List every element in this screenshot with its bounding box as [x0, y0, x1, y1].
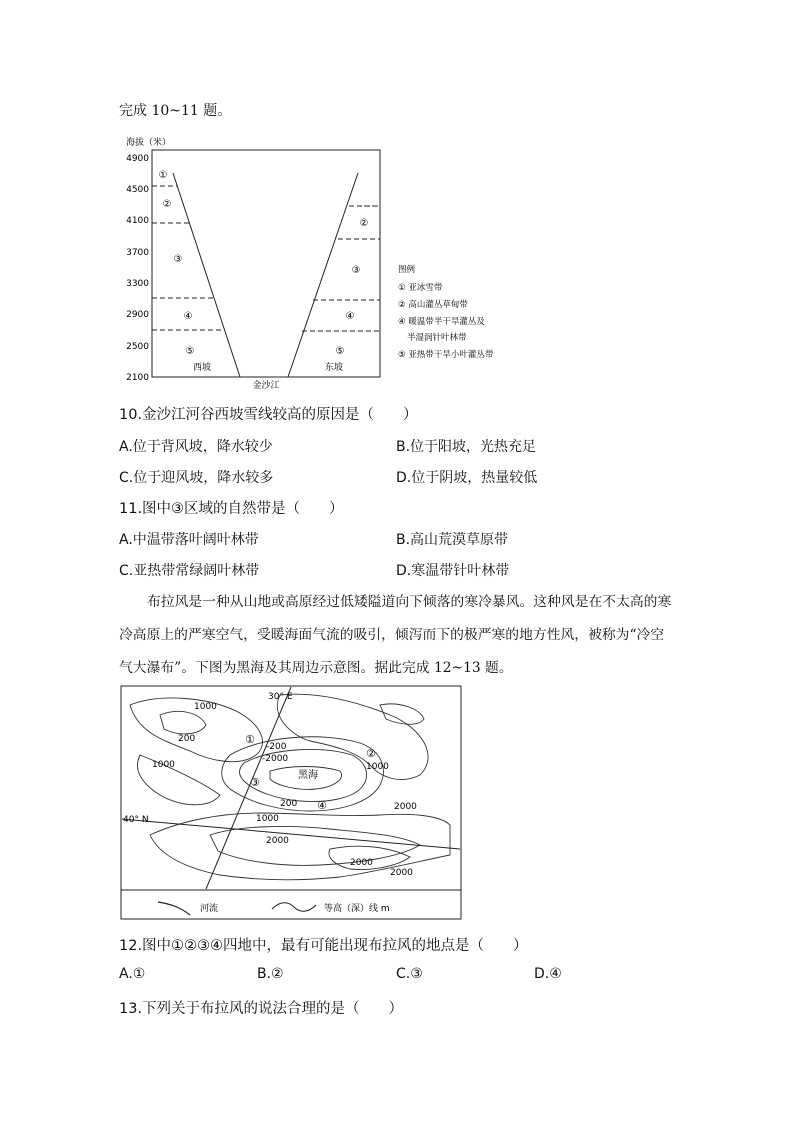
- site-2: ②: [366, 747, 376, 760]
- legend-item-2: ② 高山灌丛草甸带: [398, 300, 468, 310]
- west-slope-line: [173, 173, 240, 377]
- legend-item-4-cont: 半湿润针叶林带: [407, 333, 467, 343]
- label-40n: 40° N: [123, 815, 149, 825]
- contour-label-6: 200: [280, 799, 298, 809]
- figure1-ylabel: 海拔（米）: [126, 138, 172, 148]
- ytick-4900: 4900: [126, 154, 149, 164]
- passage-line-2: 冷高原上的严寒空气，受暖海面气流的吸引，倾泻而下的极严寒的地方性风，被称为“冷空: [119, 627, 665, 643]
- river-label: 金沙江: [252, 381, 280, 391]
- contour-label-12: 2000: [390, 868, 413, 878]
- ytick-2500: 2500: [126, 342, 149, 352]
- intro-line: 完成 10~11 题。: [119, 103, 232, 119]
- contour-label-11: 2000: [350, 858, 373, 868]
- legend-item-4: ④ 暖温带半干旱灌丛及: [398, 317, 485, 327]
- west-slope-label: 西坡: [192, 363, 212, 373]
- site-1: ①: [245, 733, 255, 746]
- q12-option-a[interactable]: A.①: [119, 966, 146, 982]
- site-3: ③: [250, 776, 260, 789]
- contour-label-9: 1000: [256, 814, 279, 824]
- q12-option-b[interactable]: B.②: [257, 966, 284, 982]
- figure1-frame: [152, 150, 380, 377]
- contour-label-3: 1000: [152, 760, 175, 770]
- q11-option-a[interactable]: A.中温带落叶阔叶林带: [119, 532, 259, 548]
- black-sea-map: [120, 685, 464, 921]
- contour-label-4: -200: [266, 742, 287, 752]
- west-zone-2: ②: [162, 199, 172, 210]
- ytick-3700: 3700: [126, 248, 149, 258]
- contour-label-7: 1000: [366, 762, 389, 772]
- q12-option-d[interactable]: D.④: [534, 966, 562, 982]
- west-zone-5: ⑤: [185, 346, 195, 357]
- east-zone-3: ③: [351, 265, 361, 276]
- q12-stem: 12.图中①②③④四地中，最有可能出现布拉风的地点是（ ）: [119, 938, 528, 954]
- legend-river: 河流: [200, 904, 219, 914]
- contour-label-8: 2000: [394, 802, 417, 812]
- q10-option-c[interactable]: C.位于迎风坡，降水较多: [119, 470, 274, 486]
- valley-zone-figure: [118, 128, 518, 393]
- contour-label-2: 200: [178, 734, 196, 744]
- label-30e: 30° E: [268, 692, 293, 702]
- q10-option-a[interactable]: A.位于背风坡，降水较少: [119, 439, 273, 455]
- legend-title: 图例: [398, 265, 416, 275]
- ytick-3300: 3300: [126, 279, 149, 289]
- east-slope-label: 东坡: [324, 363, 344, 373]
- q12-option-c[interactable]: C.③: [396, 966, 423, 982]
- q13-stem: 13.下列关于布拉风的说法合理的是（ ）: [119, 1001, 404, 1017]
- q11-option-b[interactable]: B.高山荒漠草原带: [396, 532, 509, 548]
- q10-option-d[interactable]: D.位于阴坡，热量较低: [396, 470, 538, 486]
- ytick-4500: 4500: [126, 185, 149, 195]
- passage: [119, 586, 689, 685]
- west-zone-3: ③: [173, 254, 183, 265]
- east-zone-5: ⑤: [335, 346, 345, 357]
- q11-option-d[interactable]: D.寒温带针叶林带: [396, 563, 510, 579]
- q11-option-c[interactable]: C.亚热带常绿阔叶林带: [119, 563, 260, 579]
- q11-stem: 11.图中③区域的自然带是（ ）: [119, 501, 344, 517]
- contour-label-5: -2000: [262, 754, 289, 764]
- legend-contour: 等高（深）线 m: [324, 904, 390, 914]
- passage-line-1: 布拉风是一种从山地或高原经过低矮隘道向下倾落的寒冷暴风。这种风是在不太高的寒: [147, 594, 672, 610]
- contour-label-10: 2000: [266, 836, 289, 846]
- ytick-4100: 4100: [126, 216, 149, 226]
- east-zone-2: ②: [359, 218, 369, 229]
- site-4: ④: [317, 799, 327, 812]
- legend-item-5: ⑤ 亚热带干旱小叶灌丛带: [398, 350, 494, 360]
- west-zone-4: ④: [183, 311, 193, 322]
- ytick-2100: 2100: [126, 373, 149, 383]
- passage-line-3: 气大瀑布”。下图为黑海及其周边示意图。据此完成 12~13 题。: [119, 660, 513, 676]
- q10-option-b[interactable]: B.位于阳坡，光热充足: [396, 439, 537, 455]
- legend-item-1: ① 亚冰雪带: [398, 283, 443, 293]
- west-zone-1: ①: [158, 170, 168, 181]
- east-slope-line: [288, 173, 358, 377]
- contour-label-1: 1000: [194, 702, 217, 712]
- ytick-2900: 2900: [126, 310, 149, 320]
- east-zone-4: ④: [345, 311, 355, 322]
- q10-stem: 10.金沙江河谷西坡雪线较高的原因是（ ）: [119, 407, 418, 423]
- sea-label: 黑海: [298, 770, 318, 781]
